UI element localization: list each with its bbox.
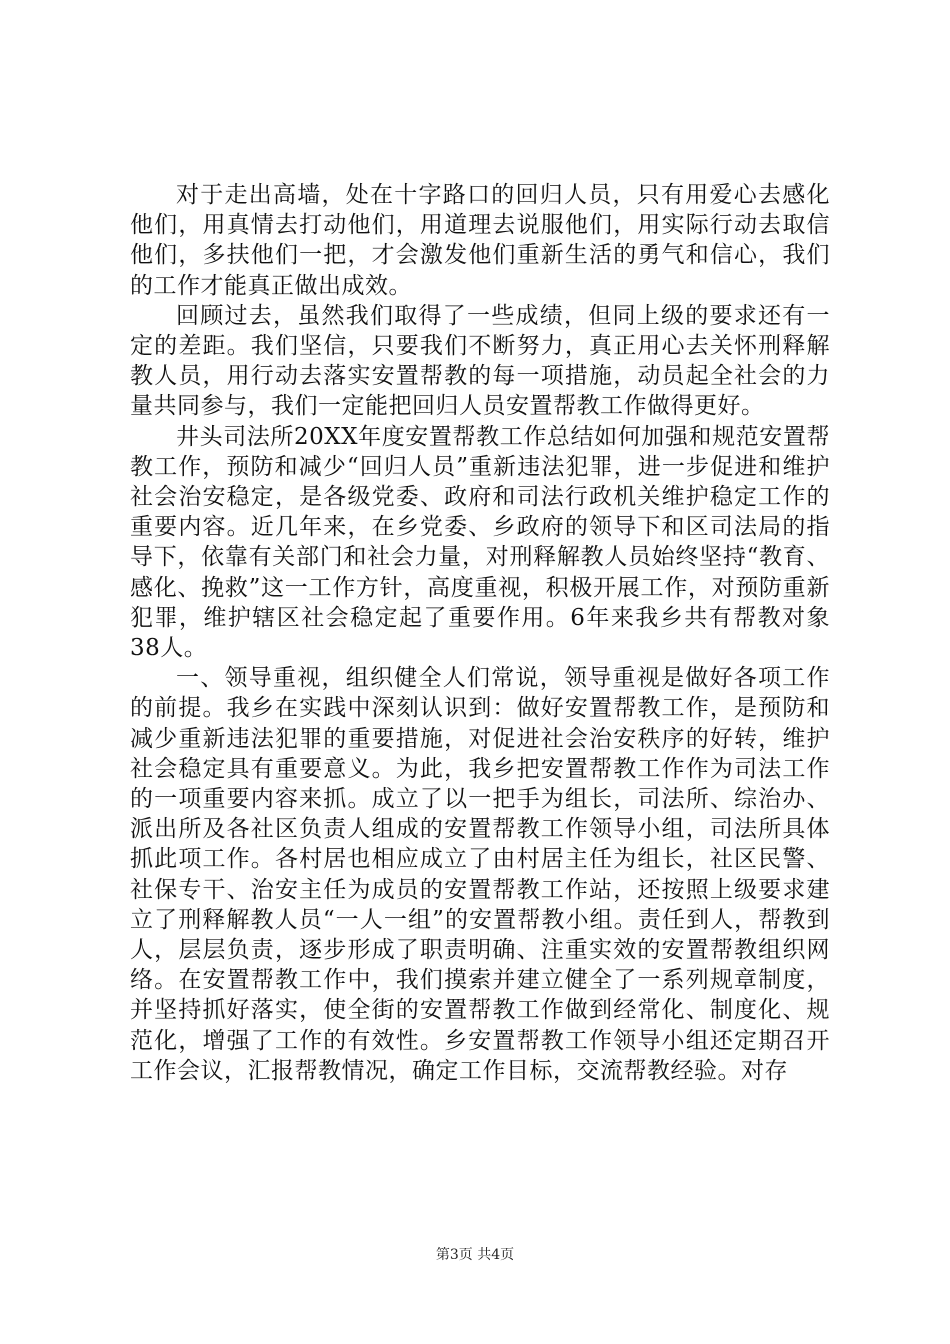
paragraph-4: 一、领导重视，组织健全人们常说，领导重视是做好各项工作的前提。我乡在实践中深刻认识到：做好安置帮教工作，是预防和减少重新违法犯罪的重要措施，对促进社会治安秩序的好转，维护社会稳定具有重要意义。为此，我乡把安置帮教工作作为司法工作的一项重要内容来抓。成立了以一把手为组长，司法所、综治办、派出所及各社区负责人组成的安置帮教工作领导小组，司法所具体抓此项工作。各村居也相应成立了由村居主任为组长，社区民警、社保专干、治安主任为成员的安置帮教工作站，还按照上级要求建立了刑释解教人员“一人一组”的安置帮教小组。责任到人，帮教到人，层层负责，逐步形成了职责明确、注重实效的安置帮教组织网络。在安置帮教工作中，我们摸索并建立健全了一系列规章制度，并坚持抓好落实，使全街的安置帮教工作做到经常化、制度化、规范化，增强了工作的有效性。乡安置帮教工作领导小组还定期召开工作会议，汇报帮教情况，确定工作目标，交流帮教经验。对存 xyxy=(130,665,830,1084)
document-body xyxy=(130,180,830,1086)
page-footer: 第3页 共4页 xyxy=(435,1247,515,1263)
paragraph-3: 井头司法所20XX年度安置帮教工作总结如何加强和规范安置帮教工作，预防和减少“回归人员”重新违法犯罪，进一步促进和维护社会治安稳定，是各级党委、政府和司法行政机关维护稳定工作的重要内容。近几年来，在乡党委、乡政府的领导下和区司法局的指导下，依靠有关部门和社会力量，对刑释解教人员始终坚持“教育、感化、挽救”这一工作方针，高度重视，积极开展工作，对预防重新犯罪，维护辖区社会稳定起了重要作用。6年来我乡共有帮教对象38人。 xyxy=(130,423,830,662)
paragraph-1: 对于走出高墙，处在十字路口的回归人员，只有用爱心去感化他们，用真情去打动他们，用道理去说服他们，用实际行动去取信他们，多扶他们一把，才会激发他们重新生活的勇气和信心，我们的工作才能真正做出成效。 xyxy=(130,182,830,299)
paragraph-2: 回顾过去，虽然我们取得了一些成绩，但同上级的要求还有一定的差距。我们坚信，只要我们不断努力，真正用心去关怀刑释解教人员，用行动去落实安置帮教的每一项措施，动员起全社会的力量共同参与，我们一定能把回归人员安置帮教工作做得更好。 xyxy=(130,302,830,420)
